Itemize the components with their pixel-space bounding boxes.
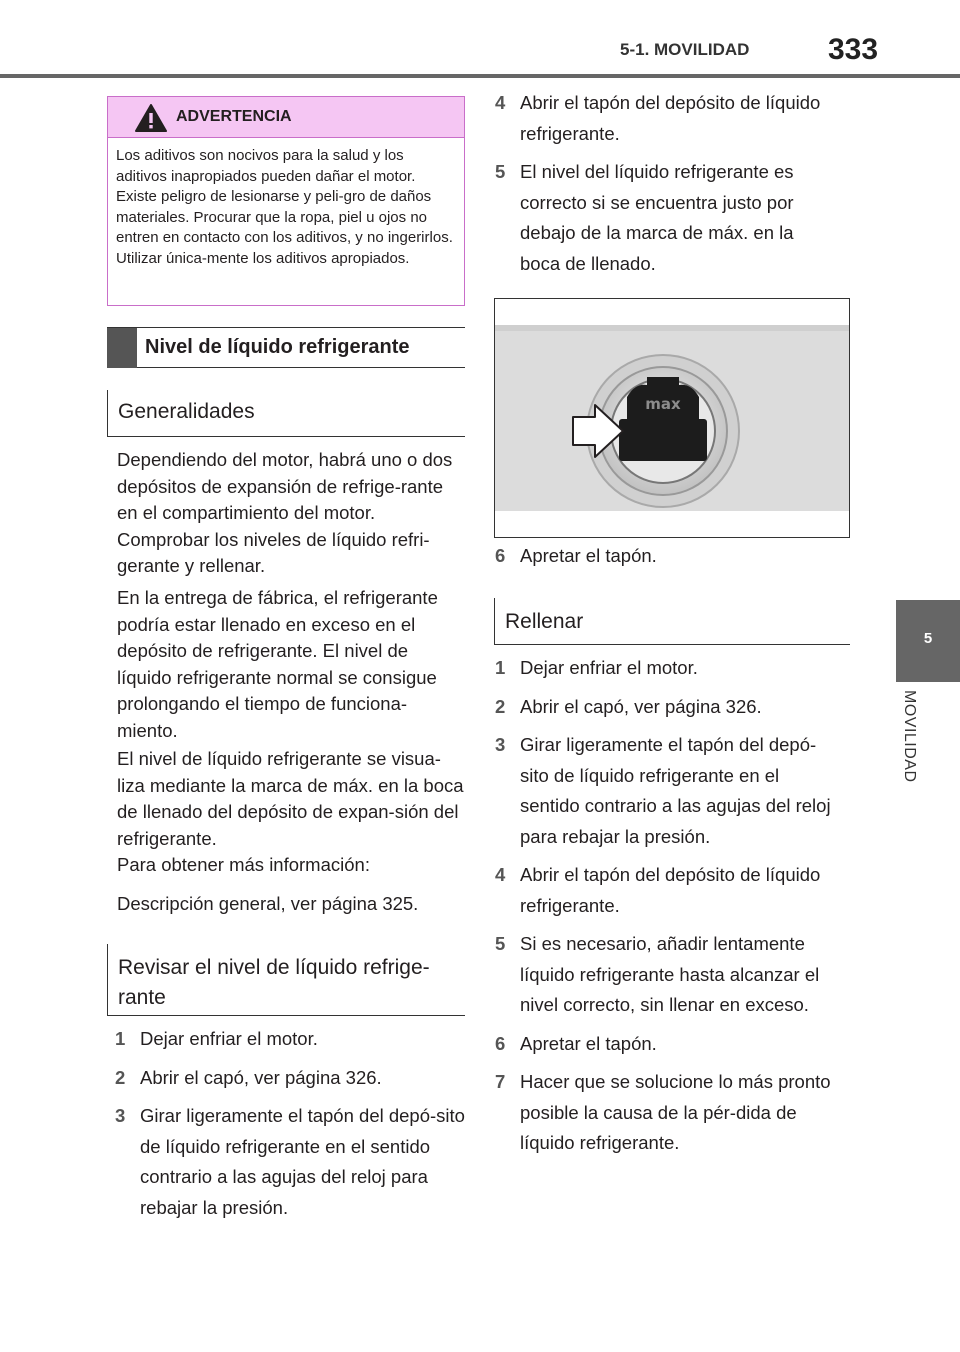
step-text: Girar ligeramente el tapón del depó-sito de líquido refrigerante en el sentido contrario a las agujas del reloj para rebajar la presión.: [140, 1105, 465, 1218]
paragraph-intro: Dependiendo del motor, habrá uno o dos depósitos de expansión de refrige-rante en el compartimiento del motor. Comprobar los niveles de líquido refri-gerante y rellenar.: [117, 449, 453, 576]
section-heading: [107, 327, 465, 368]
step-text: Abrir el capó, ver página 326.: [140, 1066, 382, 1088]
step-text: Dejar enfriar el motor.: [140, 1028, 318, 1049]
list-item: [115, 1024, 465, 1055]
step-number: 5: [495, 161, 506, 182]
step-text: Girar ligeramente el tapón del depó-sito de líquido refrigerante en el sentido contrario a las agujas del reloj para rebajar la presión.: [520, 734, 831, 847]
list-item: [495, 860, 835, 921]
step-number: 6: [495, 545, 506, 566]
paragraph-reference: Descripción general, ver página 325.: [117, 893, 419, 914]
list-item: [495, 929, 835, 1021]
step-text: Dejar enfriar el motor.: [520, 657, 698, 678]
step-number: 1: [115, 1028, 126, 1049]
list-item: [495, 692, 835, 723]
paragraph-factory: En la entrega de fábrica, el refrigerante podría estar llenado en exceso en el depósito de refrigerante. El nivel de líquido refrigerante normal se consigue prolongando el tiempo de funciona-miento.: [117, 587, 438, 741]
step-text: Abrir el tapón del depósito de líquido refrigerante.: [520, 92, 821, 144]
max-mark-label: max: [645, 395, 681, 413]
warning-text: Los aditivos son nocivos para la salud y los aditivos inapropiados pueden dañar el motor. Existe peligro de lesionarse y peli-gro de daños materiales. Procurar que la ropa, piel u ojos no entren en contacto con los aditivos, y no ingerirlos. Utilizar única-mente los aditivos apropiados.: [116, 147, 453, 267]
subheading-rellenar: Rellenar: [494, 598, 850, 645]
step-text: El nivel del líquido refrigerante es correcto si se encuentra justo por debajo de la marca de máx. en la boca de llenado.: [520, 161, 794, 274]
step-number: 2: [495, 695, 506, 717]
list-item: [115, 1063, 465, 1094]
list-item: [495, 1067, 835, 1159]
running-header-section: 5-1. MOVILIDAD: [620, 40, 750, 59]
step-number: 3: [115, 1105, 126, 1126]
list-item: [495, 653, 835, 684]
warning-header: [108, 97, 464, 138]
step-text: Apretar el tapón.: [520, 545, 657, 566]
list-item: [115, 1101, 465, 1223]
list-item: [495, 1029, 835, 1060]
warning-box: [107, 96, 465, 306]
step-text: Hacer que se solucione lo más pronto posible la causa de la pér-dida de líquido refrigerante.: [520, 1071, 831, 1153]
page-number: 333: [828, 33, 879, 66]
section-heading-title: Nivel de líquido refrigerante: [145, 336, 410, 358]
list-item: [495, 88, 835, 149]
step-number: 6: [495, 1032, 506, 1054]
subheading-generalidades: Generalidades: [107, 390, 465, 437]
section-heading-bar: [107, 328, 137, 368]
list-item: [495, 541, 835, 572]
step-text: Abrir el tapón del depósito de líquido refrigerante.: [520, 864, 821, 916]
header-rule: [0, 74, 960, 78]
step-number: 4: [495, 92, 506, 113]
step-text: Abrir el capó, ver página 326.: [520, 695, 762, 717]
step-number: 1: [495, 657, 506, 678]
rellenar-steps: [495, 653, 835, 1167]
step-number: 5: [495, 933, 506, 954]
revisar-steps-left: [115, 1024, 465, 1231]
revisar-steps-right: [495, 88, 835, 287]
chapter-tab-number: 5: [923, 630, 933, 647]
chapter-tab-label: MOVILIDAD: [901, 690, 918, 783]
coolant-cap-figure: [494, 298, 850, 538]
list-item: [495, 730, 835, 852]
step-text: Si es necesario, añadir lentamente líquido refrigerante hasta alcanzar el nivel correcto, sin llenar en exceso.: [520, 933, 820, 1015]
step-number: 3: [495, 734, 506, 755]
step-text: Apretar el tapón.: [520, 1032, 657, 1054]
paragraph-more-info: Para obtener más información:: [117, 854, 370, 875]
paragraph-visual: El nivel de líquido refrigerante se visua-liza mediante la marca de máx. en la boca de llenado del depósito de expan-sión del refrigerante.: [117, 748, 464, 849]
warning-triangle-icon: [134, 103, 168, 133]
chapter-tab: [896, 600, 960, 682]
step-number: 2: [115, 1066, 126, 1088]
step-number: 4: [495, 864, 506, 885]
step-number: 7: [495, 1071, 506, 1092]
subheading-revisar: Revisar el nivel de líquido refrige-rante: [107, 944, 465, 1016]
revisar-step-6: [495, 541, 835, 580]
coolant-cap-illustration: [495, 299, 849, 537]
warning-title: ADVERTENCIA: [176, 108, 292, 125]
list-item: [495, 157, 835, 279]
